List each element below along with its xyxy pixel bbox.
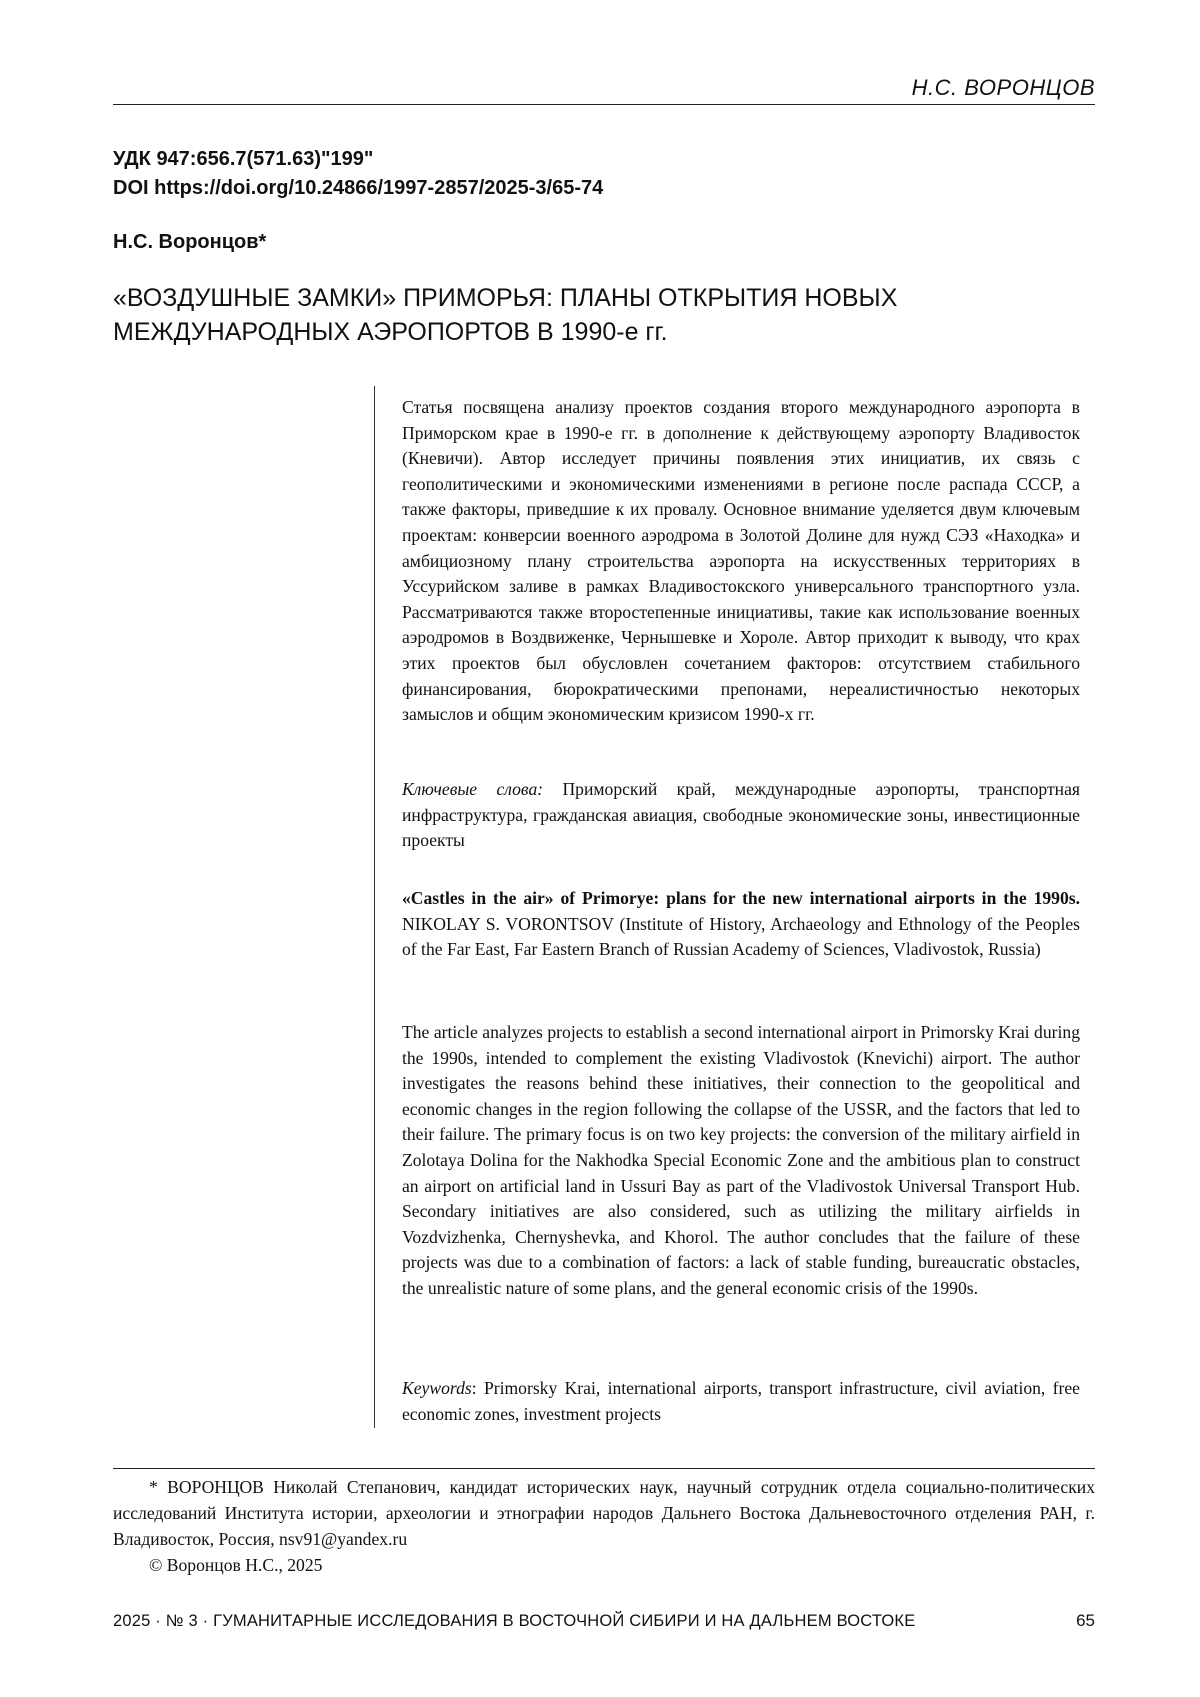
article-title: «ВОЗДУШНЫЕ ЗАМКИ» ПРИМОРЬЯ: ПЛАНЫ ОТКРЫТИЯ НОВЫХ МЕЖДУНАРОДНЫХ АЭРОПОРТОВ В 1990-е гг.	[113, 284, 898, 346]
abstract-english	[402, 1020, 1080, 1302]
keywords-russian-text: Приморский край, международные аэропорты, транспортная инфраструктура, гражданская авиация, свободные экономические зоны, инвестиционные проекты	[402, 779, 1080, 851]
journal-name: 2025 · № 3 · ГУМАНИТАРНЫЕ ИССЛЕДОВАНИЯ В ВОСТОЧНОЙ СИБИРИ И НА ДАЛЬНЕМ ВОСТОКЕ	[113, 1612, 916, 1630]
english-title-block	[402, 886, 1080, 963]
footnote-divider	[113, 1468, 1095, 1469]
header-divider	[113, 104, 1095, 105]
copyright-notice: © Воронцов Н.С., 2025	[149, 1555, 323, 1575]
author-footnote: * ВОРОНЦОВ Николай Степанович, кандидат исторических наук, научный сотрудник отдела социально-политических исследований Института истории, археологии и этнографии народов Дальнего Востока Дальневосточного отделения РАН, г. Владивосток, Россия, nsv91@yandex.ru	[113, 1477, 1095, 1549]
udc-code: УДК 947:656.7(571.63)"199"	[113, 148, 374, 170]
page-number: 65	[1076, 1611, 1095, 1630]
abstract-english-text: The article analyzes projects to establish a second international airport in Primorsky Krai during the 1990s, intended to complement the existing Vladivostok (Knevichi) airport. The author investigates the reasons behind these initiatives, their connection to the geopolitical and economic changes in the region following the collapse of the USSR, and the factors that led to their failure. The primary focus is on two key projects: the conversion of the military airfield in Zolotaya Dolina for the Nakhodka Special Economic Zone and the ambitious plan to construct an airport on artificial land in Ussuri Bay as part of the Vladivostok Universal Transport Hub. Secondary initiatives are also considered, such as utilizing the military airfields in Vozdvizhenka, Chernyshevka, and Khorol. The author concludes that the failure of these projects was due to a combination of factors: a lack of stable funding, bureaucratic obstacles, the unrealistic nature of some plans, and the general economic crisis of the 1990s.	[402, 1022, 1080, 1298]
keywords-russian-label: Ключевые слова:	[402, 779, 544, 799]
english-author-affiliation: NIKOLAY S. VORONTSOV (Institute of History, Archaeology and Ethnology of the Peoples of the Far East, Far Eastern Branch of Russian Academy of Sciences, Vladivostok, Russia)	[402, 913, 1080, 960]
keywords-russian	[402, 777, 1080, 854]
keywords-english-text: : Primorsky Krai, international airports, transport infrastructure, civil aviation, free economic zones, investment projects	[402, 1378, 1080, 1424]
abstract-russian-text: Статья посвящена анализу проектов создания второго международного аэропорта в Приморском крае в 1990-е гг. в дополнение к действующему аэропорту Владивосток (Кневичи). Автор исследует причины появления этих инициатив, их связь с геополитическими и экономическими изменениями в регионе после распада СССР, а также факторы, приведшие к их провалу. Основное внимание уделяется двум ключевым проектам: конверсии военного аэродрома в Золотой Долине для нужд СЭЗ «Находка» и амбициозному плану строительства аэропорта на искусственных территориях в Уссурийском заливе в рамках Владивостокского универсального транспортного узла. Рассматриваются также второстепенные инициативы, такие как использование военных аэродромов в Воздвиженке, Чернышевке и Хороле. Автор приходит к выводу, что крах этих проектов был обусловлен сочетанием факторов: отсутствием стабильного финансирования, бюрократическими препонами, нереалистичностью некоторых замыслов и общим экономическим кризисом 1990-х гг.	[402, 397, 1080, 725]
doi-link[interactable]: DOI https://doi.org/10.24866/1997-2857/2025-3/65-74	[113, 177, 604, 199]
keywords-english-label: Keywords	[402, 1378, 472, 1398]
running-head: Н.С. ВОРОНЦОВ	[911, 75, 1095, 100]
abstract-vertical-rule	[374, 386, 375, 1428]
english-title: «Castles in the air» of Primorye: plans for the new international airports in the 1990s.	[402, 888, 1080, 908]
footnote	[113, 1474, 1095, 1578]
abstract-russian	[402, 395, 1080, 728]
keywords-english	[402, 1376, 1080, 1427]
author-name: Н.С. Воронцов*	[113, 231, 267, 253]
